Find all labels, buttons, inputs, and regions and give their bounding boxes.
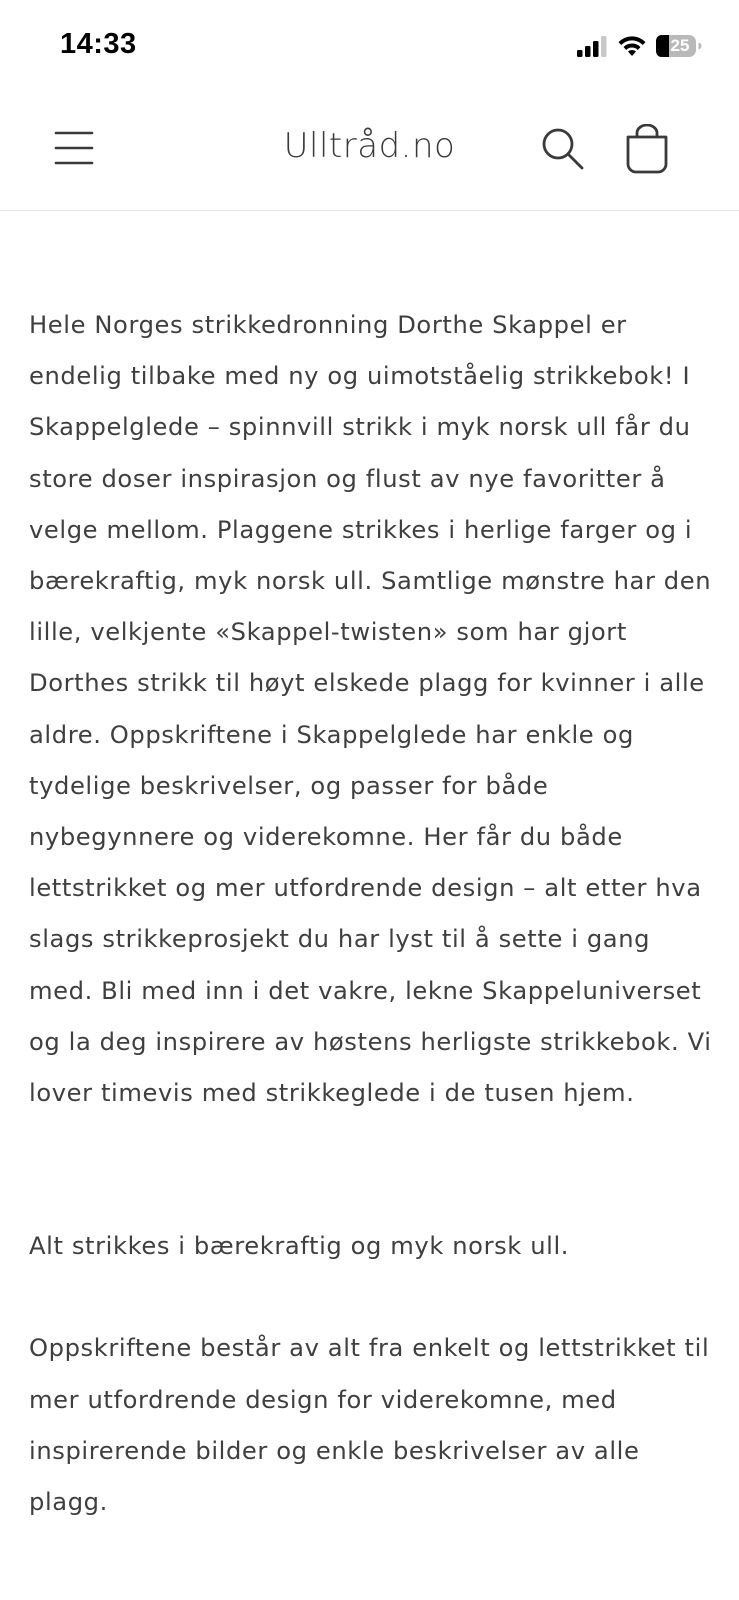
battery-indicator [655, 34, 703, 58]
status-icons [577, 33, 703, 59]
wifi-icon [617, 35, 647, 57]
description-paragraph: Hele Norges strikkedronning Dorthe Skappel er endelig tilbake med ny og uimotståelig strikkebok! I Skappelglede – spinnvill strikk i myk norsk ull får du store doser inspirasjon og flust av nye favoritter å velge mellom. Plaggene strikkes i herlige farger og i bærekraftig, myk norsk ull. Samtlige mønstre har den lille, velkjente «Skappel-twisten» som har gjort Dorthes strikk til høyt elskede plagg for kvinner i alle aldre. Oppskriftene i Skappelglede har enkle og tydelige beskrivelser, og passer for både nybegynnere og viderekomne. Her får du både lettstrikket og mer utfordrende design – alt etter hva slags strikkeprosjekt du har lyst til å sette i gang med. Bli med inn i det vakre, lekne Skappeluniverset og la deg inspirere av høstens herligste strikkebok. Vi lover timevis med strikkeglede i de tusen hjem. [29, 311, 712, 1108]
status-bar [0, 0, 739, 90]
status-time: 14:33 [60, 28, 137, 60]
product-description [29, 300, 719, 1528]
site-title[interactable]: Ulltråd.no [283, 126, 456, 166]
wool-note-paragraph: Alt strikkes i bærekraftig og myk norsk ull. [29, 1232, 570, 1261]
cellular-signal-icon [577, 35, 609, 57]
site-header [0, 90, 739, 211]
shopping-bag-icon [624, 124, 670, 174]
patterns-note-paragraph: Oppskriftene består av alt fra enkelt og lettstrikket til mer utfordrende design for viderekomne, med inspirerende bilder og enkle beskrivelser av alle plagg. [29, 1334, 710, 1517]
battery-level: 25 [670, 36, 690, 55]
cart-button[interactable] [624, 124, 670, 174]
hamburger-menu-icon [52, 128, 96, 168]
search-button[interactable] [540, 126, 586, 172]
menu-button[interactable] [52, 128, 96, 168]
search-icon [540, 126, 586, 172]
